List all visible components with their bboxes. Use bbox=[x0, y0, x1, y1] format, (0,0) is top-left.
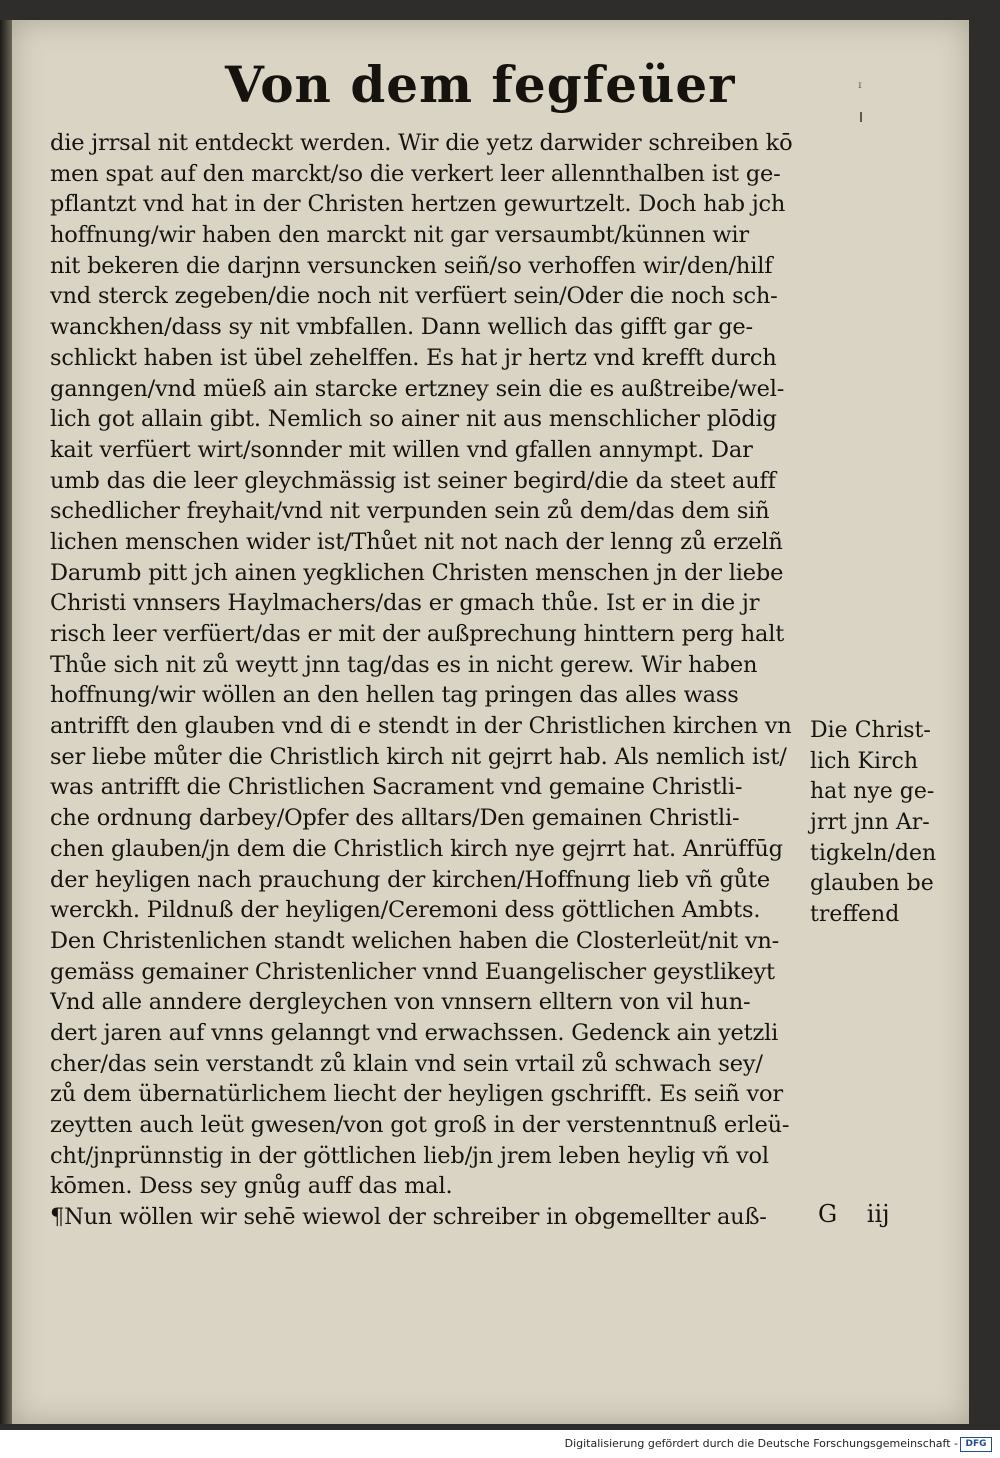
scan-background-right bbox=[969, 0, 1000, 1430]
text-line: Darumb pitt jch ainen yegklichen Christen menschen jn der liebe bbox=[50, 559, 784, 586]
text-line: men spat auf den marckt/so die verkert leer allennthalben ist ge- bbox=[50, 160, 781, 187]
text-line: che ordnung darbey/Opfer des alltars/Den gemainen Christli- bbox=[50, 805, 740, 832]
marginal-note-line: glauben be bbox=[810, 871, 934, 897]
text-line: Thůe sich nit zů weytt jnn tag/das es in nicht gerew. Wir haben bbox=[50, 651, 758, 678]
dfg-logo[interactable]: DFG bbox=[960, 1437, 992, 1452]
text-line: chen glauben/jn dem die Christlich kirch nye gejrrt hat. Anrüffūg bbox=[50, 835, 783, 862]
body-text bbox=[50, 128, 800, 1233]
text-line: was antrifft die Christlichen Sacrament vnd gemaine Christli- bbox=[50, 774, 743, 801]
text-line: hoffnung/wir wöllen an den hellen tag pringen das alles wass bbox=[50, 682, 739, 709]
page-heading: Von dem fegfeüer bbox=[225, 55, 736, 114]
marginal-note bbox=[810, 716, 950, 931]
marginal-note-line: lich Kirch bbox=[810, 748, 919, 774]
text-line: zů dem übernatürlichem liecht der heyligen gschrifft. Es seiñ vor bbox=[50, 1081, 783, 1108]
text-line: kōmen. Dess sey gnůg auff das mal. bbox=[50, 1173, 453, 1200]
scan-background-top bbox=[0, 0, 1000, 20]
marginal-note-line: jrrt jnn Ar- bbox=[810, 810, 930, 836]
page-binding-edge bbox=[0, 20, 12, 1424]
text-line: Den Christenlichen standt welichen haben die Closterleüt/nit vn- bbox=[50, 927, 780, 954]
text-line: ¶Nun wöllen wir sehē wiewol der schreiber in obgemellter auß- bbox=[50, 1204, 767, 1231]
text-line: antrifft den glauben vnd di e stendt in der Christlichen kirchen vn bbox=[50, 713, 792, 740]
text-line: schlickt haben ist übel zehelffen. Es hat jr hertz vnd krefft durch bbox=[50, 344, 777, 371]
marginal-note-line: hat nye ge- bbox=[810, 779, 935, 805]
text-line: werckh. Pildnuß der heyligen/Ceremoni dess göttlichen Ambts. bbox=[50, 897, 761, 924]
text-line: nit bekeren die darjnn versuncken seiñ/so verhoffen wir/den/hilf bbox=[50, 252, 773, 279]
text-line: hoffnung/wir haben den marckt nit gar versaumbt/künnen wir bbox=[50, 222, 749, 249]
signature-mark: G iij bbox=[818, 1200, 890, 1228]
corner-mark: ᶦ bbox=[858, 78, 863, 99]
text-line: vnd sterck zegeben/die noch nit verfüert sein/Oder die noch sch- bbox=[50, 283, 778, 310]
text-line: cht/jnprünnstig in der göttlichen lieb/jn jrem leben heylig vñ vol bbox=[50, 1142, 769, 1169]
text-line: wanckhen/dass sy nit vmbfallen. Dann wellich das gifft gar ge- bbox=[50, 314, 753, 341]
text-line: der heyligen nach prauchung der kirchen/Hoffnung lieb vñ gůte bbox=[50, 866, 770, 893]
text-line: lichen menschen wider ist/Thůet nit not nach der lenng zů erzelñ bbox=[50, 528, 783, 555]
text-line: pflantzt vnd hat in der Christen hertzen gewurtzelt. Doch hab jch bbox=[50, 191, 786, 218]
text-line: Vnd alle anndere dergleychen von vnnsern elltern von vil hun- bbox=[50, 989, 751, 1016]
text-line: umb das die leer gleychmässig ist seiner begird/die da steet auff bbox=[50, 467, 776, 494]
marginal-note-line: Die Christ- bbox=[810, 718, 931, 743]
marginal-note-line: tigkeln/den bbox=[810, 840, 937, 866]
text-line: dert jaren auf vnns gelanngt vnd erwachssen. Gedenck ain yetzli bbox=[50, 1019, 779, 1046]
funding-credit: Digitalisierung gefördert durch die Deutsche Forschungsgemeinschaft - bbox=[564, 1437, 958, 1450]
text-line: die jrrsal nit entdeckt werden. Wir die yetz darwider schreiben kō bbox=[50, 130, 793, 156]
text-line: Christi vnnsers Haylmachers/das er gmach thůe. Ist er in die jr bbox=[50, 590, 760, 617]
text-line: ser liebe můter die Christlich kirch nit gejrrt hab. Als nemlich ist/ bbox=[50, 743, 787, 770]
text-line: risch leer verfüert/das er mit der außprechung hinttern perg halt bbox=[50, 621, 785, 647]
ink-speck bbox=[860, 112, 862, 122]
text-line: gemäss gemainer Christenlicher vnnd Euangelischer geystlikeyt bbox=[50, 958, 775, 985]
text-line: schedlicher freyhait/vnd nit verpunden sein zů dem/das dem siñ bbox=[50, 498, 770, 525]
text-line: lich got allain gibt. Nemlich so ainer nit aus menschlicher plōdig bbox=[50, 406, 777, 433]
footer-bar bbox=[0, 1430, 1000, 1458]
text-line: ganngen/vnd müeß ain starcke ertzney sein die es außtreibe/wel- bbox=[50, 375, 785, 402]
text-line: cher/das sein verstandt zů klain vnd sein vrtail zů schwach sey/ bbox=[50, 1050, 763, 1077]
text-line: kait verfüert wirt/sonnder mit willen vnd gfallen annympt. Dar bbox=[50, 436, 753, 463]
text-line: zeytten auch leüt gwesen/von got groß in der verstenntnuß erleü- bbox=[50, 1112, 790, 1138]
marginal-note-line: treffend bbox=[810, 902, 900, 928]
